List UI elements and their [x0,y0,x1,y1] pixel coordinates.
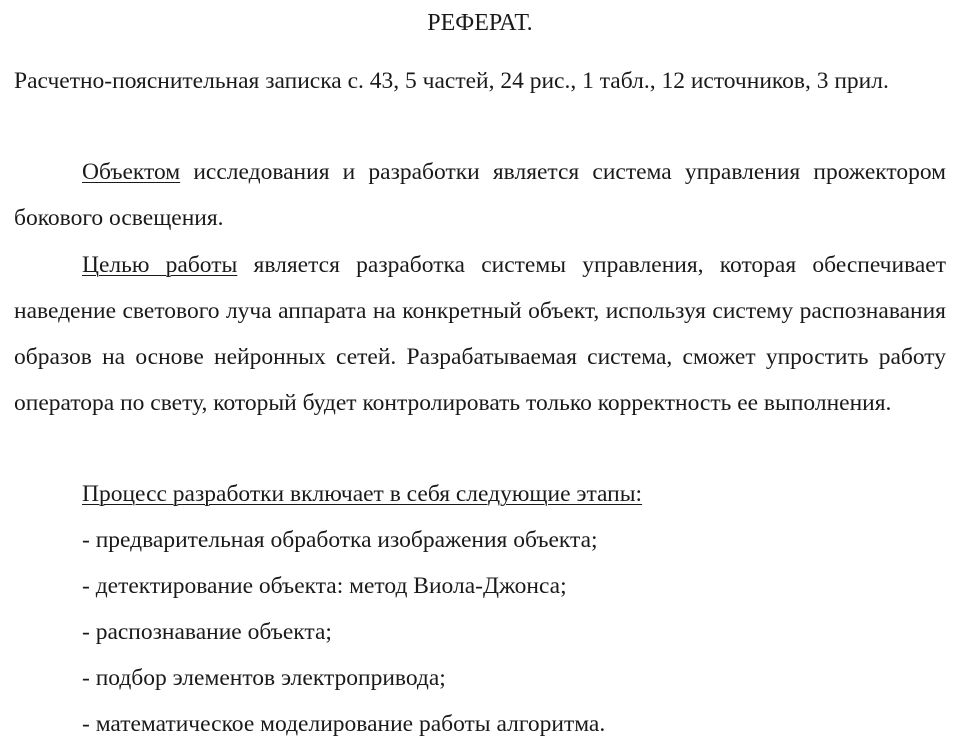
goal-text: является разработка системы управления, которая обеспечивает наведение светового луча аппарата на конкретный объект, используя систему распознавания образов на основе нейронных сетей. Разрабатываемая система, сможет упростить работу оператора по свету, который будет контролировать только корректность ее выполнения. [14,252,946,416]
document-title: РЕФЕРАТ. [427,10,533,36]
stage-item: - детектирование объекта: метод Виола-Джонса; [82,573,567,599]
summary-paragraph: Расчетно-пояснительная записка с. 43, 5 частей, 24 рис., 1 табл., 12 источников, 3 прил. [14,68,889,94]
object-text: исследования и разработки является система управления прожектором бокового освещения. [14,159,946,231]
object-label: Объектом [82,159,181,185]
object-paragraph [14,149,946,241]
goal-paragraph [14,242,946,426]
stage-item: - предварительная обработка изображения объекта; [82,527,598,553]
process-heading: Процесс разработки включает в себя следующие этапы: [82,481,643,507]
stage-item: - подбор элементов электропривода; [82,665,446,691]
stage-item: - распознавание объекта; [82,619,332,645]
stage-item: - математическое моделирование работы алгоритма. [82,711,606,737]
goal-label: Целью работы [82,252,238,278]
